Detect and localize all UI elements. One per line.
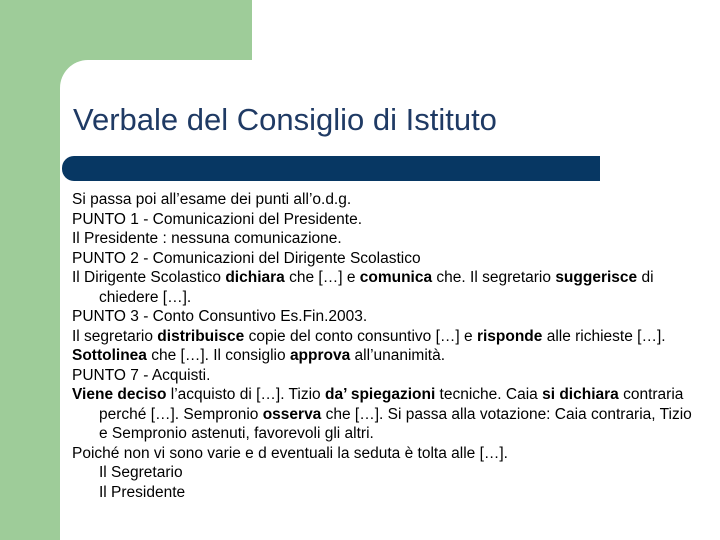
text-line-segretario (72, 327, 702, 347)
text-line-punto-1: PUNTO 1 - Comunicazioni del Presidente. (72, 210, 363, 228)
text-run: Il segretario (72, 327, 158, 345)
text-run: copie del conto consuntivo […] e (244, 327, 477, 345)
text-run: l’acquisto di […]. Tizio (166, 386, 325, 403)
text-line-acquisti (72, 385, 702, 444)
text-run: di chiedere […]. (99, 269, 654, 306)
text-line-odg: Si passa poi all’esame dei punti all’o.d.g. (72, 191, 352, 208)
text-line-punto-2: PUNTO 2 - Comunicazioni del Dirigente Scolastico (72, 249, 421, 267)
text-run: che. Il segretario (432, 269, 556, 286)
text-run: che […]. Si passa alla votazione: Caia contraria, Tizio e Sempronio astenuti, favorevoli gli altri. (99, 405, 692, 442)
bold-verb-suggerisce: suggerisce (555, 269, 638, 286)
bold-verb-sottolinea: Sottolinea (72, 347, 147, 364)
title-underline-bar (62, 156, 600, 181)
text-line-chiusura: Poiché non vi sono varie e d eventuali la seduta è tolta alle […]. (72, 444, 508, 462)
bold-verb-spiegazioni: da’ spiegazioni (325, 386, 436, 403)
bold-verb-osserva: osserva (262, 405, 322, 423)
bold-verb-si-dichiara: si dichiara (542, 386, 619, 403)
signature-segretario: Il Segretario (99, 464, 183, 481)
text-run: che […]. Il consiglio (146, 347, 290, 364)
bold-verb-risponde: risponde (476, 327, 543, 345)
bold-verb-dichiara: dichiara (225, 269, 285, 286)
text-line-presidente: Il Presidente : nessuna comunicazione. (72, 230, 342, 247)
text-line-dirigente (72, 268, 702, 307)
text-line-punto-7: PUNTO 7 - Acquisti. (72, 366, 211, 384)
text-run: che […] e (284, 269, 360, 286)
text-run: Il Dirigente Scolastico (72, 269, 226, 286)
text-line-punto-3: PUNTO 3 - Conto Consuntivo Es.Fin.2003. (72, 308, 368, 325)
text-run: all’unanimità. (350, 347, 446, 364)
bold-verb-approva: approva (289, 347, 351, 364)
bold-verb-comunica: comunica (359, 269, 433, 286)
text-run: tecniche. Caia (435, 386, 543, 403)
text-run: alle richieste […]. (542, 327, 666, 345)
minutes-body (72, 190, 702, 502)
slide-title: Verbale del Consiglio di Istituto (73, 102, 497, 137)
text-line-sottolinea (72, 346, 702, 366)
signature-presidente: Il Presidente (99, 483, 186, 501)
bold-verb-distribuisce: distribuisce (157, 327, 245, 345)
bold-verb-viene-deciso: Viene deciso (72, 386, 167, 403)
text-run: contraria perché […]. Sempronio (99, 386, 684, 423)
